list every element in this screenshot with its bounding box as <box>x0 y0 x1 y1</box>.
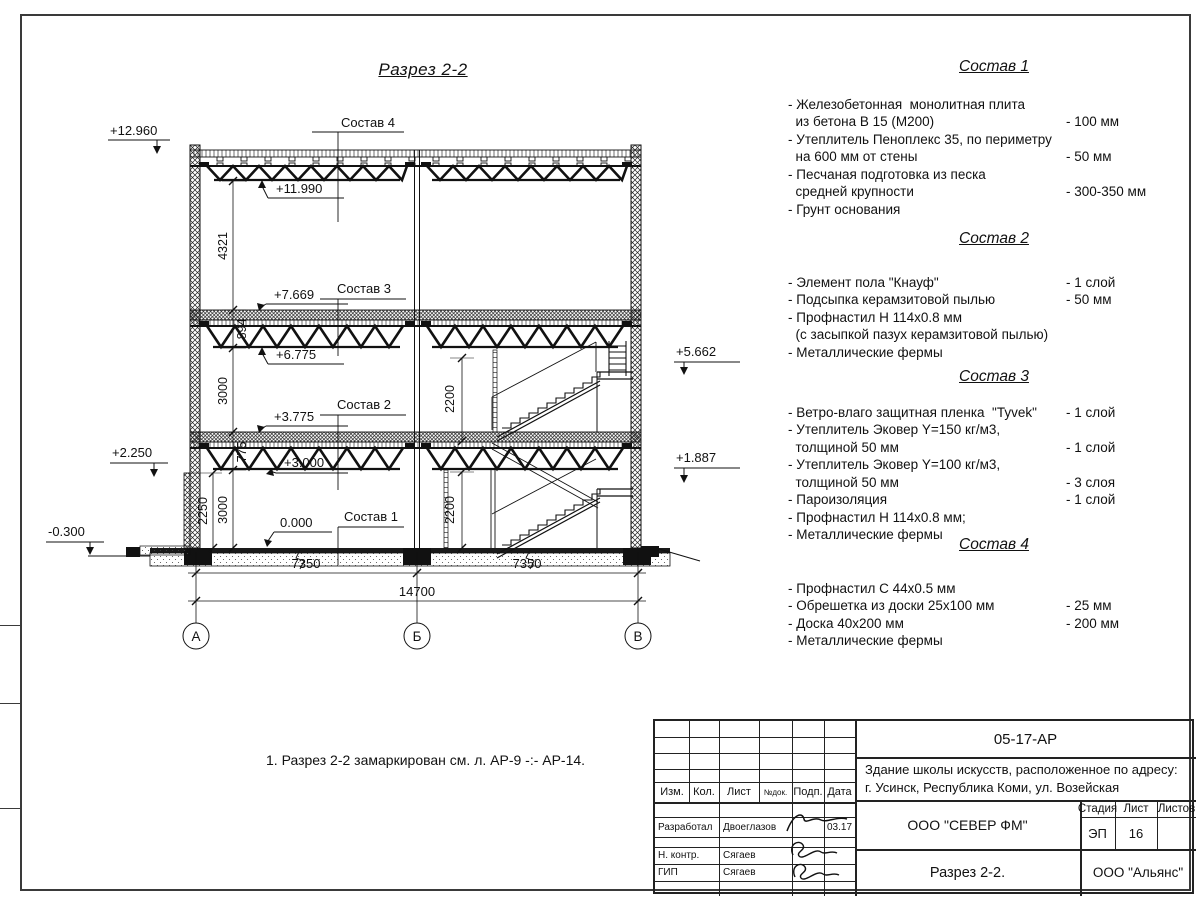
tb-name-gip: Сягаев <box>723 867 756 878</box>
tb-role-gip: ГИП <box>658 867 678 878</box>
tb-role-ncontrol: Н. контр. <box>658 850 700 861</box>
sostav-value <box>1066 326 1196 344</box>
dim-label: 7350 <box>512 556 542 571</box>
elevation-label: -0.300 <box>48 524 85 539</box>
sostav-line: - Металлические фермы <box>788 633 943 648</box>
dim-label: 775 <box>235 441 249 463</box>
sostav-value <box>1066 166 1196 184</box>
sostav-line: - Доска 40х200 мм <box>788 615 904 631</box>
wall-axis-a <box>184 145 200 548</box>
tb-project-line2: г. Усинск, Республика Коми, ул. Возейская <box>865 779 1120 795</box>
tb-name-developer: Двоеглазов <box>723 821 777 833</box>
axis-label-a: А <box>191 629 201 644</box>
sostav-value <box>1066 344 1196 362</box>
signature-developer <box>783 807 853 841</box>
sostav-value <box>1066 421 1196 439</box>
tb-company: ООО "Альянс" <box>1092 865 1184 880</box>
sostav-line: толщиной 50 мм <box>788 439 899 455</box>
tb-stage-label: Стадия <box>1077 802 1118 815</box>
sostav-value <box>1066 309 1196 327</box>
tb-sheets-value <box>1157 818 1196 848</box>
floor3-assembly <box>190 432 641 469</box>
sostav-value <box>1066 96 1196 114</box>
sostav-value: - 3 слоя <box>1066 474 1116 490</box>
sostav-title: Состав 4 <box>959 536 1029 553</box>
tb-col-kol: Кол. <box>693 786 715 798</box>
sostav-line: - Пароизоляция <box>788 492 888 507</box>
dim-label: 2200 <box>443 496 457 524</box>
tb-name-ncontrol: Сягаев <box>723 850 756 861</box>
sostav-line: - Ветро-влаго защитная пленка "Tyvek" <box>788 404 1037 420</box>
sostav-title: Состав 3 <box>959 368 1029 385</box>
tb-sheet-value: 16 <box>1128 825 1144 841</box>
sostav-block-4 <box>788 536 1200 650</box>
tb-col-ndok: №док. <box>763 787 788 797</box>
sostav-line: - Песчаная подготовка из песка <box>788 166 986 182</box>
sostav-value: - 200 мм <box>1066 615 1120 631</box>
leader-label: Состав 3 <box>337 281 391 296</box>
elevation-label: +3.775 <box>274 409 315 424</box>
tb-drawing-title: Разрез 2-2. <box>929 864 1006 881</box>
sostav-line: средней крупности <box>788 184 914 199</box>
elevation-label: +5.662 <box>676 344 717 359</box>
sostav-line: толщиной 50 мм <box>788 474 899 490</box>
sostav-value <box>1066 201 1196 219</box>
sostav-block-2 <box>788 230 1200 361</box>
elevation-m0300 <box>46 524 104 555</box>
elevation-label: +12.960 <box>110 123 158 138</box>
sostav-value: - 100 мм <box>1066 114 1120 129</box>
sostav-value: - 25 мм <box>1066 598 1112 613</box>
elevation-5662 <box>674 344 740 375</box>
ground-slab <box>88 546 700 569</box>
sostav-value: - 1 слой <box>1066 404 1116 420</box>
dim-label: 2200 <box>443 385 457 413</box>
sostav-value: - 300-350 мм <box>1066 184 1147 199</box>
dim-label: 4321 <box>216 232 230 260</box>
sostav-value <box>1066 131 1196 149</box>
sostav-line: - Утеплитель Эковер Y=150 кг/м3, <box>788 422 1001 437</box>
elevation-1887 <box>674 450 740 483</box>
sostav-line: - Железобетонная монолитная плита <box>788 96 1026 112</box>
elevation-label: +2.250 <box>112 445 153 460</box>
dim-label: 894 <box>235 318 249 340</box>
tb-sheets-label: Листов <box>1157 802 1196 815</box>
sostav-line: - Грунт основания <box>788 201 901 217</box>
tb-stage-value: ЭП <box>1088 825 1107 841</box>
elevation-label: 0.000 <box>280 515 313 530</box>
axis-label-b: Б <box>412 629 422 644</box>
axis-label-v: В <box>633 629 643 644</box>
sostav-value: - 1 слой <box>1066 492 1116 507</box>
axis-bubbles <box>183 623 651 649</box>
dim-label: 2250 <box>196 497 210 525</box>
sostav-value: - 50 мм <box>1066 149 1112 164</box>
leader-label: Состав 1 <box>344 509 398 524</box>
elevation-label: +6.775 <box>276 347 317 362</box>
sostav-line: - Утеплитель Эковер Y=100 кг/м3, <box>788 457 1001 472</box>
elevation-label: +1.887 <box>676 450 717 465</box>
floor2-assembly <box>190 310 641 347</box>
sostav-line: на 600 мм от стены <box>788 149 918 164</box>
sostav-value: - 1 слой <box>1066 274 1116 290</box>
title-block <box>653 719 1194 894</box>
tb-date-developer: 03.17 <box>826 821 853 833</box>
tb-col-data: Дата <box>827 786 852 798</box>
sostav-line: (с засыпкой пазух керамзитовой пылью) <box>788 327 1049 342</box>
dim-label: 7350 <box>291 556 321 571</box>
sostav-title: Состав 1 <box>959 58 1029 75</box>
tb-col-izm: Изм. <box>660 786 684 798</box>
frame-tick <box>0 808 21 809</box>
sostav-value <box>1066 509 1196 527</box>
column-axis-b <box>415 150 420 548</box>
dim-label: 14700 <box>398 584 436 599</box>
tb-org: ООО "СЕВЕР ФМ" <box>907 816 1028 833</box>
tb-doc-code: 05-17-АР <box>993 730 1058 748</box>
elevation-label: +7.669 <box>274 287 315 302</box>
sostav-title: Состав 2 <box>959 230 1029 247</box>
sostav-line: - Металлические фермы <box>788 527 943 542</box>
sostav-block-1 <box>788 58 1200 218</box>
leader-label: Состав 4 <box>341 115 395 130</box>
sheet-note: 1. Разрез 2-2 замаркирован см. л. АР-9 -:- АР-14. <box>266 752 586 768</box>
sostav-line: - Профнастил Н 114х0.8 мм <box>788 309 962 325</box>
wall-axis-v <box>631 145 641 548</box>
frame-tick <box>0 703 21 704</box>
elevation-12960 <box>108 123 170 154</box>
elevation-0000 <box>264 515 332 547</box>
sostav-line: - Подсыпка керамзитовой пылью <box>788 292 996 307</box>
sostav-value <box>1066 456 1196 474</box>
elevation-11990 <box>258 180 344 198</box>
section-title: Разрез 2-2 <box>378 60 468 79</box>
tb-role-developer: Разработал <box>658 821 713 833</box>
sostav-line: - Металлические фермы <box>788 344 943 360</box>
sostav-line: - Утеплитель Пеноплекс 35, по периметру <box>788 131 1052 147</box>
sostav-value <box>1066 632 1196 650</box>
sostav-value <box>1066 580 1196 598</box>
tb-col-list: Лист <box>727 786 751 798</box>
elevation-label: +11.990 <box>276 181 323 196</box>
tb-project-line1: Здание школы искусств, расположенное по адресу: <box>865 761 1178 777</box>
sostav-line: - Элемент пола "Кнауф" <box>788 274 939 290</box>
sostav-value: - 50 мм <box>1066 292 1112 307</box>
sostav-block-3 <box>788 368 1200 544</box>
ladder <box>609 341 626 376</box>
dim-label: 3000 <box>216 377 230 405</box>
roof-assembly <box>190 150 641 180</box>
signature-ncontrol-gip <box>785 839 849 891</box>
tb-sheet-label: Лист <box>1123 802 1149 815</box>
sostav-value: - 1 слой <box>1066 439 1116 455</box>
elevation-3775 <box>257 409 348 433</box>
elevation-label: +3.000 <box>284 455 325 470</box>
leader-label: Состав 2 <box>337 397 391 412</box>
elevation-2250 <box>110 445 168 477</box>
sostav-line: - Профнастил Н 114х0.8 мм; <box>788 509 966 525</box>
dim-label: 3000 <box>216 496 230 524</box>
elevation-6775 <box>258 347 344 364</box>
sostav-line: из бетона В 15 (М200) <box>788 114 935 129</box>
sostav-line: - Обрешетка из доски 25х100 мм <box>788 598 995 613</box>
tb-col-podp: Подп. <box>793 786 823 798</box>
sostav-line: - Профнастил С 44х0.5 мм <box>788 580 956 596</box>
